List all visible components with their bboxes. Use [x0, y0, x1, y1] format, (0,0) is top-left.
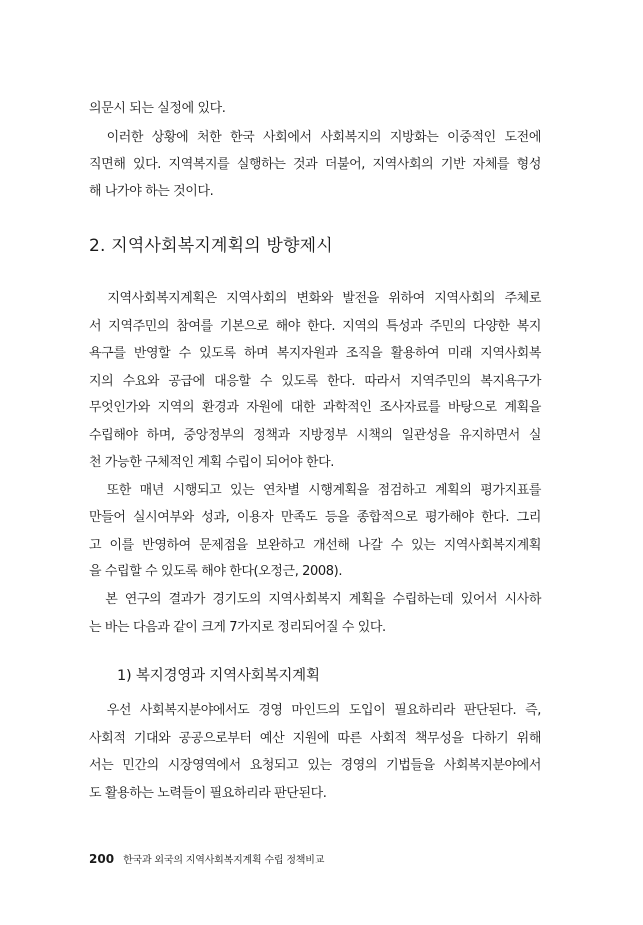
text-line: 는 바는 다음과 같이 크게 7가지로 정리되어질 수 있다.: [89, 620, 386, 635]
text-line: 본 연구의 결과가 경기도의 지역사회복지 계획을 수립하는데 있어서 시사하: [89, 592, 541, 607]
text-line: 해 나가야 하는 것이다.: [89, 184, 214, 199]
running-title: 한국과 외국의 지역사회복지계획 수립 정책비교: [123, 855, 325, 866]
page-footer: [89, 851, 324, 868]
text-line: 서 지역주민의 참여를 기본으로 해야 한다. 지역의 특성과 주민의 다양한 복지: [89, 319, 541, 334]
text-line: 천 가능한 구체적인 계획 수립이 되어야 한다.: [89, 455, 334, 470]
text-line: 또한 매년 시행되고 있는 연차별 시행계획을 점검하고 계획의 평가지표를: [89, 483, 541, 498]
text-line: 지역사회복지계획은 지역사회의 변화와 발전을 위하여 지역사회의 주체로: [89, 291, 541, 306]
text-line: 사회적 기대와 공공으로부터 예산 지원에 따른 사회적 책무성을 다하기 위해: [89, 731, 541, 746]
text-line: 의문시 되는 실정에 있다.: [89, 101, 226, 116]
text-line: 무엇인가와 지역의 환경과 자원에 대한 과학적인 조사자료를 바탕으로 계획을: [89, 400, 541, 415]
text-line: 수립해야 하며, 중앙정부의 정책과 지방정부 시책의 일관성을 유지하면서 실: [89, 428, 541, 443]
page-number: 200: [89, 852, 115, 866]
text-line: 고 이를 반영하여 문제점을 보완하고 개선해 나갈 수 있는 지역사회복지계획: [89, 538, 541, 553]
text-line: 직면해 있다. 지역복지를 실행하는 것과 더불어, 지역사회의 기반 자체를 형성: [89, 157, 541, 172]
text-line: 서는 민간의 시장영역에서 요청되고 있는 경영의 기법들을 사회복지분야에서: [89, 758, 541, 773]
text-line: 우선 사회복지분야에서도 경영 마인드의 도입이 필요하리라 판단된다. 즉,: [89, 703, 541, 718]
section-heading: 2. 지역사회복지계획의 방향제시: [89, 236, 333, 256]
text-line: 지의 수요와 공급에 대응할 수 있도록 한다. 따라서 지역주민의 복지욕구가: [89, 374, 541, 389]
text-line: 욕구를 반영할 수 있도록 하며 복지자원과 조직을 활용하여 미래 지역사회복: [89, 346, 541, 361]
text-line: 도 활용하는 노력들이 필요하리라 판단된다.: [89, 786, 327, 801]
text-line: 을 수립할 수 있도록 해야 한다(오정근, 2008).: [89, 564, 343, 579]
subsection-heading: 1) 복지경영과 지역사회복지계획: [117, 668, 320, 684]
text-line: 만들어 실시여부와 성과, 이용자 만족도 등을 종합적으로 평가해야 한다. 그리: [89, 510, 541, 525]
text-line: 이러한 상황에 처한 한국 사회에서 사회복지의 지방화는 이중적인 도전에: [89, 130, 541, 145]
